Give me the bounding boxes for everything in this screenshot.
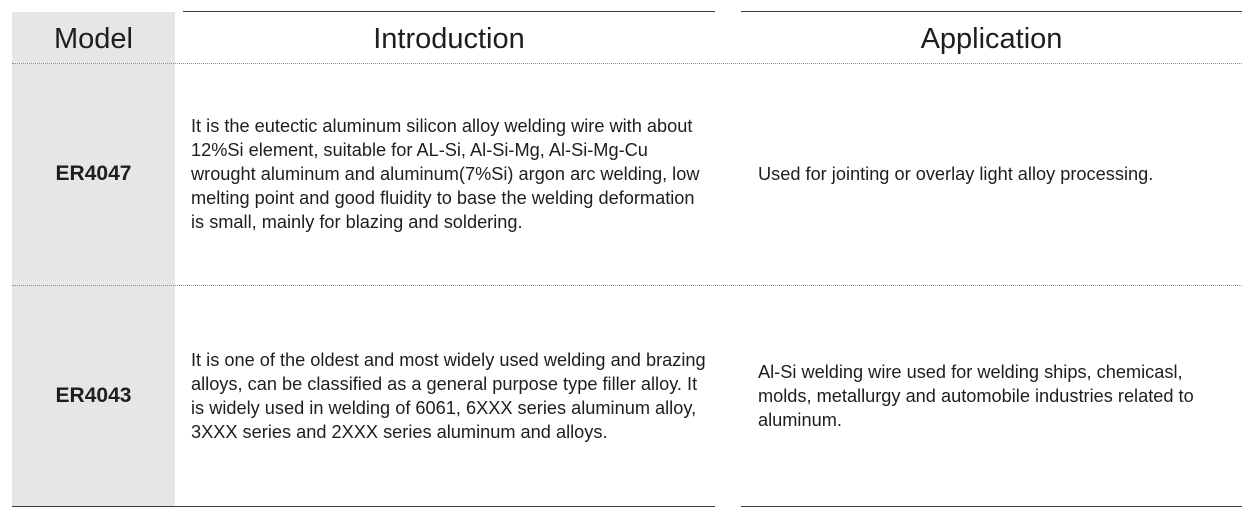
introduction-cell <box>191 64 706 284</box>
model-cell: ER4043 <box>55 384 132 407</box>
header-top-rule-application <box>741 11 1242 12</box>
model-cell: ER4047 <box>55 162 132 185</box>
table-bottom-rule <box>12 506 715 507</box>
introduction-text: It is the eutectic aluminum silicon alloy welding wire with about 12%Si element, suitable for AL-Si, Al-Si-Mg, Al-Si-Mg-Cu wrought aluminum and aluminum(7%Si) argon arc welding, low melting point and good fluidity to base the welding deformation is small, mainly for blazing and soldering. <box>191 116 700 232</box>
introduction-cell <box>191 286 706 506</box>
header-introduction: Introduction <box>373 22 525 55</box>
application-cell <box>758 64 1238 284</box>
introduction-text: It is one of the oldest and most widely used welding and brazing alloys, can be classified as a general purpose type filler alloy. It is widely used in welding of 6061, 6XXX series aluminum alloy, 3XXX series and 2XXX series aluminum and alloys. <box>191 350 706 442</box>
header-model: Model <box>54 22 133 55</box>
header-application: Application <box>920 22 1063 55</box>
application-cell <box>758 286 1238 506</box>
application-text: Used for jointing or overlay light alloy processing. <box>758 164 1154 184</box>
application-text: Al-Si welding wire used for welding ships, chemicasl, molds, metallurgy and automobile industries related to aluminum. <box>758 362 1194 430</box>
header-top-rule-introduction <box>183 11 715 12</box>
table-bottom-rule-application <box>741 506 1242 507</box>
